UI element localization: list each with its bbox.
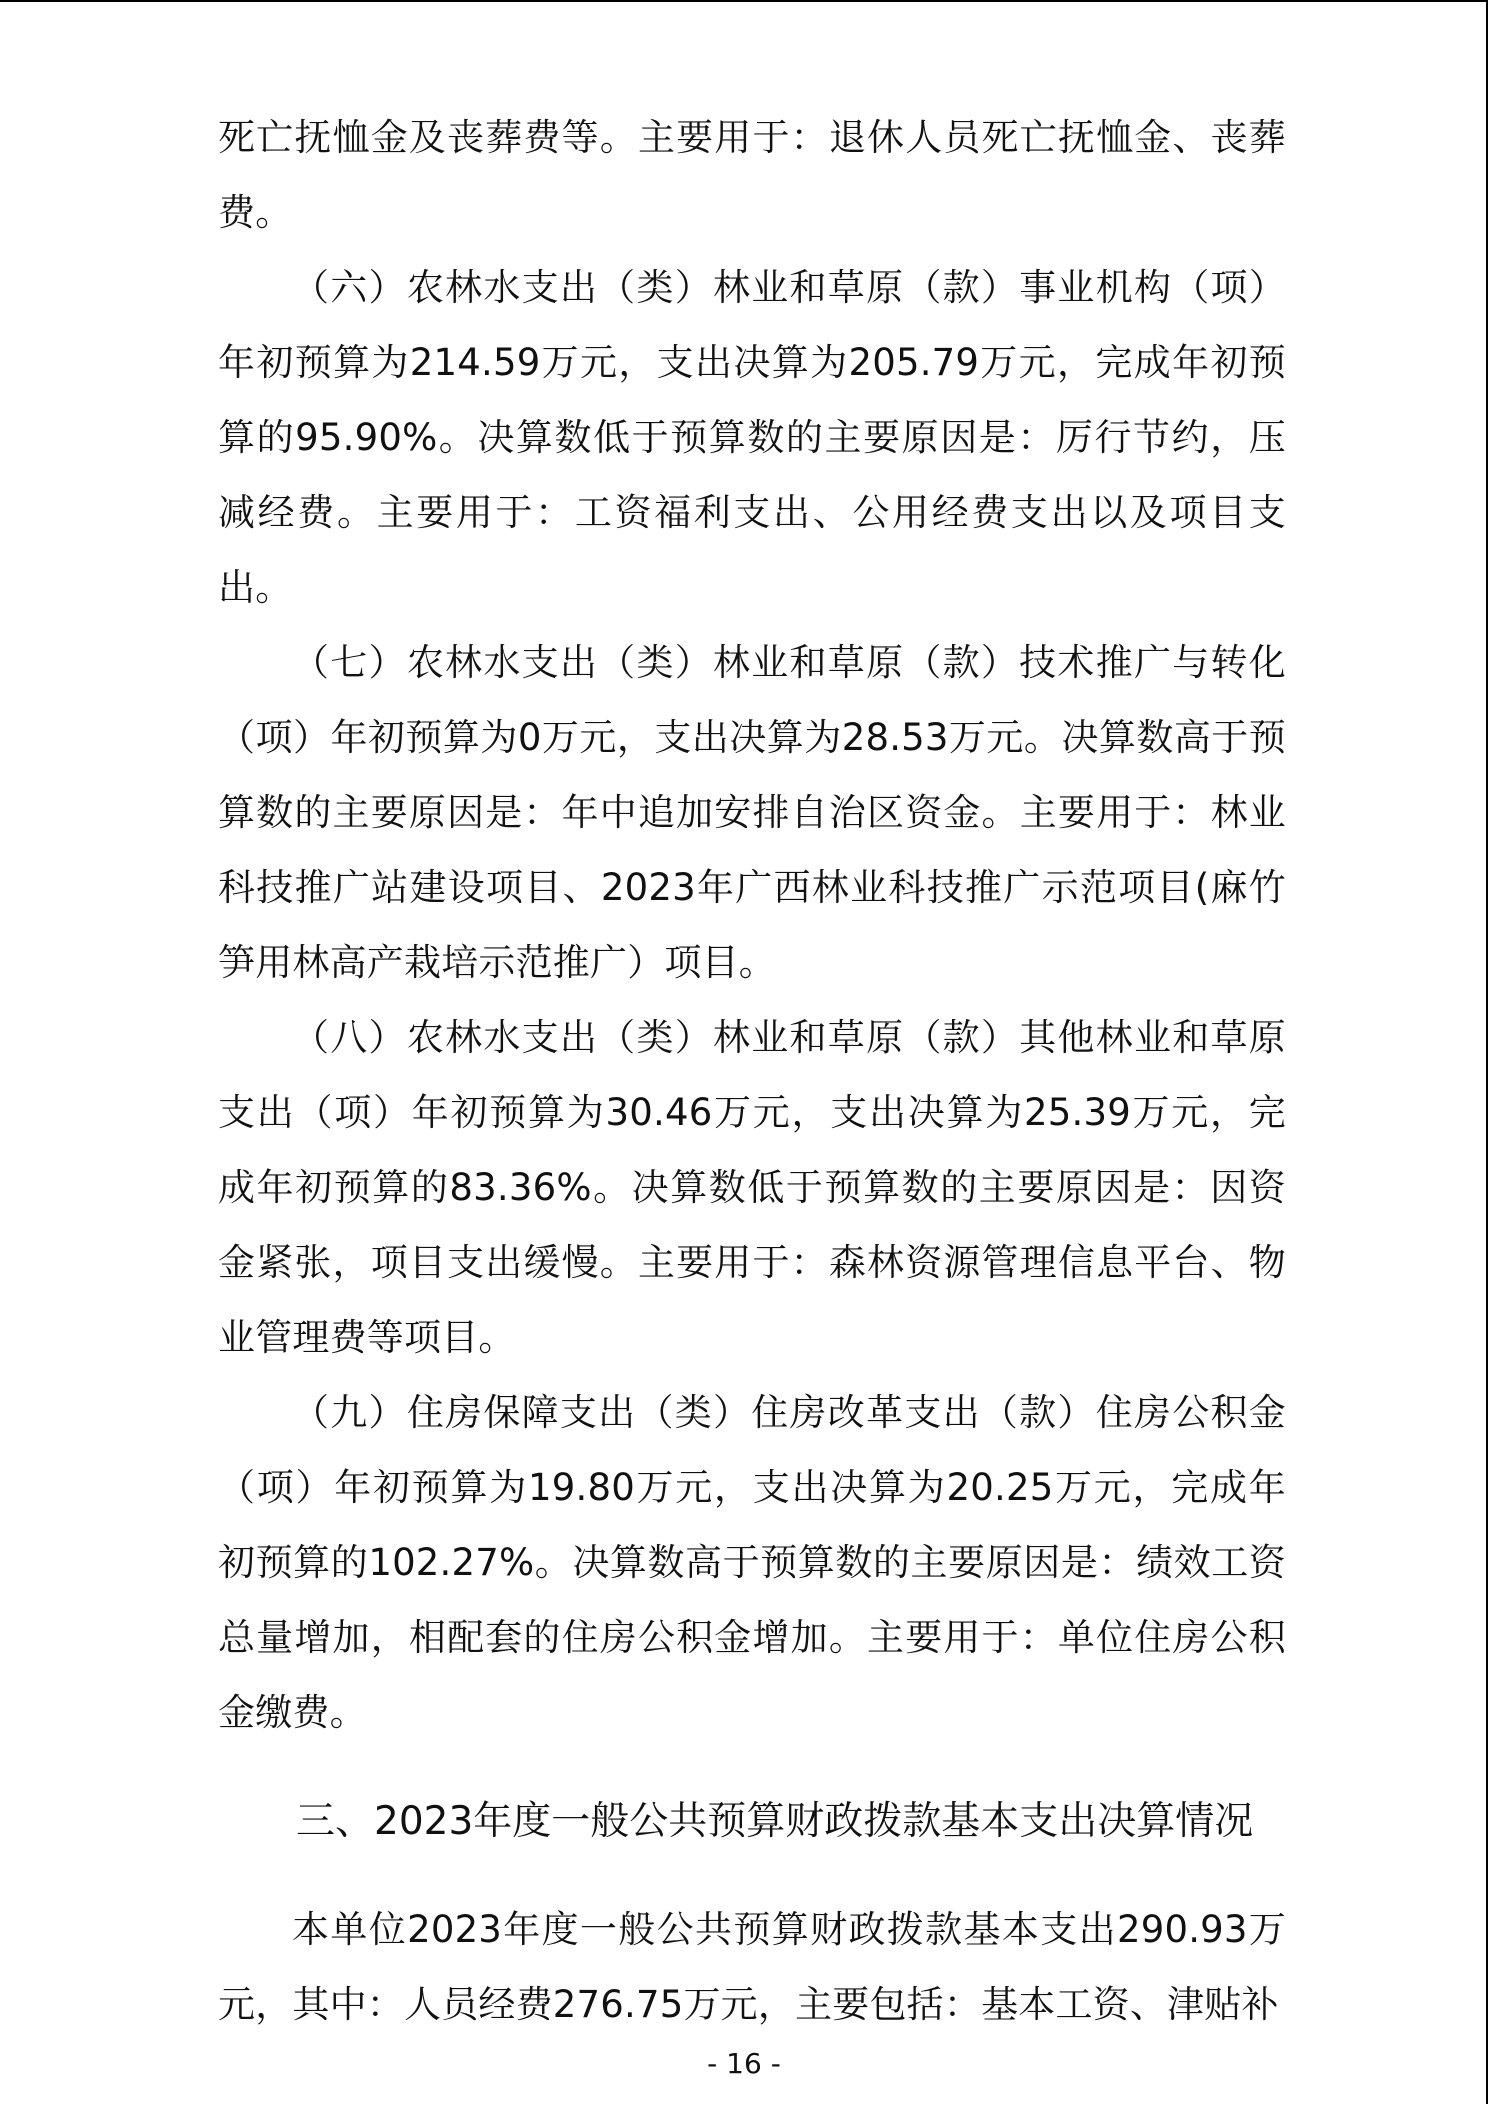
page-number: - 16 - (707, 2047, 781, 2080)
paragraph-basic-expenditure: 本单位2023年度一般公共预算财政拨款基本支出290.93万元，其中：人员经费276.75万元，主要包括：基本工资、津贴补 (218, 1908, 1286, 2026)
paragraph-item-6: （六）农林水支出（类）林业和草原（款）事业机构（项）年初预算为214.59万元，支出决算为205.79万元，完成年初预算的95.90%。决算数低于预算数的主要原因是：厉行节约，压减经费。主要用于：工资福利支出、公用经费支出以及项目支出。 (218, 266, 1286, 609)
paragraph-item-8: （八）农林水支出（类）林业和草原（款）其他林业和草原支出（项）年初预算为30.46万元，支出决算为25.39万元，完成年初预算的83.36%。决算数低于预算数的主要原因是：因资金紧张，项目支出缓慢。主要用于：森林资源管理信息平台、物业管理费等项目。 (218, 1016, 1286, 1359)
section-heading: 三、2023年度一般公共预算财政拨款基本支出决算情况 (296, 1799, 1254, 1844)
paragraph-item-9: （九）住房保障支出（类）住房改革支出（款）住房公积金（项）年初预算为19.80万元，支出决算为20.25万元，完成年初预算的102.27%。决算数高于预算数的主要原因是：绩效工资总量增加，相配套的住房公积金增加。主要用于：单位住房公积金缴费。 (218, 1391, 1286, 1734)
page-content (218, 100, 1286, 2042)
paragraph-item-7: （七）农林水支出（类）林业和草原（款）技术推广与转化（项）年初预算为0万元，支出决算为28.53万元。决算数高于预算数的主要原因是：年中追加安排自治区资金。主要用于：林业科技推广站建设项目、2023年广西林业科技推广示范项目(麻竹笋用林高产栽培示范推广）项目。 (218, 641, 1286, 984)
paragraph-continuation: 死亡抚恤金及丧葬费等。主要用于：退休人员死亡抚恤金、丧葬费。 (218, 116, 1286, 234)
